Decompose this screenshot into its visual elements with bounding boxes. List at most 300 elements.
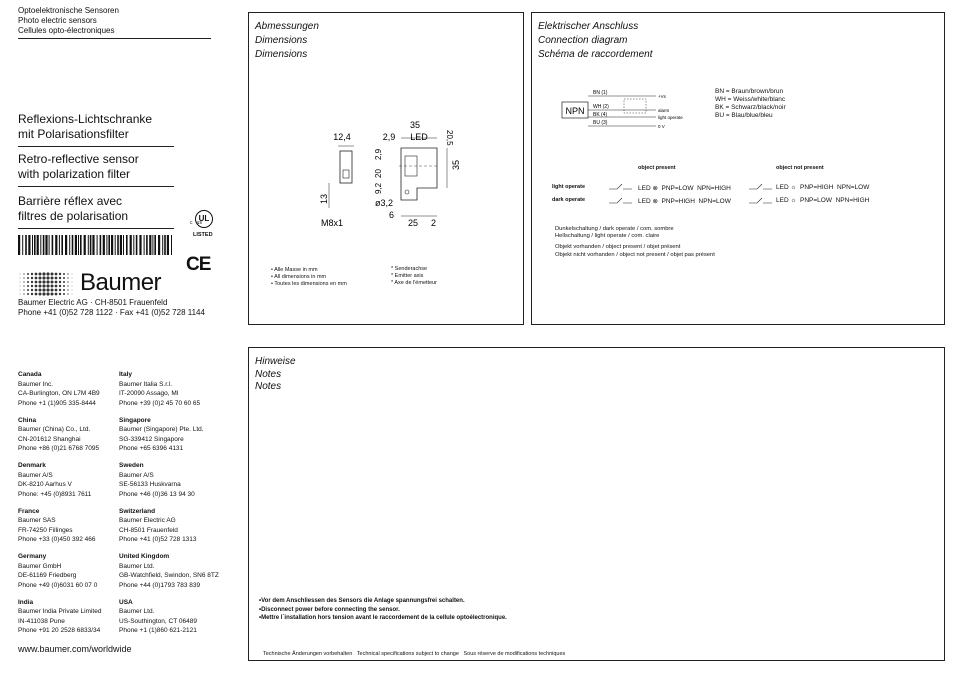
barcode-bar: [154, 235, 156, 255]
office-country: India: [18, 598, 34, 606]
connection-panel: [531, 12, 945, 325]
barcode-bar: [28, 235, 30, 255]
barcode-bar: [55, 235, 57, 255]
dim-label-d2: 2: [431, 218, 437, 228]
row-label-light-operate: light operate: [552, 184, 586, 190]
barcode-bar: [144, 235, 145, 255]
logo-dot: [23, 281, 24, 282]
logo-dot: [46, 280, 49, 283]
dimensions-panel: [248, 12, 524, 325]
logo-dot: [20, 294, 21, 295]
wire-function: 0 V: [658, 124, 665, 129]
dimensions-title-en: Dimensions: [255, 35, 308, 46]
logo-dot: [46, 284, 49, 287]
dimensions-title-de: Abmessungen: [255, 21, 319, 32]
barcode-bar: [136, 235, 138, 255]
logo-dot: [72, 286, 73, 287]
office-entry: [18, 507, 96, 545]
logo-dot: [59, 289, 61, 291]
barcode-bar: [69, 235, 70, 255]
logo-dot: [42, 292, 45, 295]
logo-dot: [38, 292, 41, 295]
logo-dot: [46, 288, 49, 291]
logo-dot: [42, 276, 45, 279]
logo-dot: [42, 280, 45, 283]
barcode-bar: [75, 235, 77, 255]
barcode-bar: [78, 235, 79, 255]
title-de: [18, 112, 152, 142]
color-legend: [715, 88, 786, 120]
operate-footnotes: [555, 226, 674, 240]
office-line: Phone +1 (1)905 335-8444: [18, 399, 96, 407]
logo-dot: [63, 293, 65, 295]
logo-dot: [72, 294, 73, 295]
wire-function: +Vs: [658, 94, 666, 99]
category-de: Optoelektronische Sensoren: [18, 6, 119, 15]
logo-dot: [35, 293, 38, 296]
logo-dot: [23, 285, 24, 286]
title-en-line1: Retro-reflective sensor: [18, 152, 139, 166]
dim-label-led: LED: [410, 132, 428, 142]
logo-dot: [38, 272, 41, 275]
logo-dot: [42, 288, 45, 291]
wire-label: BN (1): [593, 90, 608, 96]
wire-function: light operate: [658, 115, 683, 120]
emitter-axis-notes: [391, 266, 437, 287]
switch-symbol: [608, 181, 638, 209]
warning-line: •Vor dem Anschliessen des Sensors die Anlage spannungsfrei schalten.: [259, 598, 465, 604]
logo-dot: [50, 272, 53, 275]
ul-region: c us: [190, 220, 202, 226]
office-line: DE-61169 Friedberg: [18, 572, 77, 579]
office-line: CH-8501 Frauenfeld: [119, 526, 178, 534]
barcode-bar: [97, 235, 98, 255]
barcode-bar: [171, 235, 172, 255]
logo-dot: [31, 293, 33, 295]
barcode-bar: [108, 235, 110, 255]
dim-label-w3: 2,9: [382, 132, 396, 142]
dim-label-d35: 35: [451, 159, 461, 170]
logo-dot: [50, 280, 53, 283]
ul-listed-mark: [190, 210, 220, 244]
logo-dot: [35, 277, 38, 280]
barcode: [18, 235, 174, 255]
logo-dot: [20, 286, 21, 287]
office-line: Phone +33 (0)450 392 466: [18, 536, 96, 543]
row-label-dark-operate: dark operate: [552, 197, 586, 203]
logo-dot: [23, 293, 24, 294]
office-entry: [119, 552, 219, 590]
logo-dot: [72, 290, 73, 291]
warning-line: •Disconnect power before connecting the sensor.: [259, 606, 400, 613]
light-operate-not-present: LED ☼ PNP=HIGH NPN=LOW: [776, 184, 870, 191]
logo-dot: [35, 289, 38, 292]
dim-label-d13: 13: [319, 193, 329, 204]
dimensions-title: [255, 20, 319, 62]
barcode-bar: [32, 235, 33, 255]
logo-dot: [50, 292, 53, 295]
dim-label-d29: 2,9: [374, 148, 383, 160]
barcode-bar: [100, 235, 102, 255]
office-country: Italy: [119, 371, 133, 378]
logo-dot: [31, 281, 33, 283]
logo-dot: [23, 273, 24, 274]
logo-dot: [38, 276, 41, 279]
logo-dot: [63, 277, 65, 279]
barcode-bar: [92, 235, 94, 255]
barcode-bar: [49, 235, 50, 255]
col-object-present: object present: [638, 165, 676, 171]
legend-line: BK = Schwarz/black/noir: [715, 104, 786, 111]
note-line: • Alle Masse in mm: [271, 267, 318, 273]
office-line: Baumer Ltd.: [119, 608, 155, 615]
logo-dot: [23, 289, 24, 290]
office-country: USA: [119, 598, 133, 606]
logo-dot: [50, 288, 53, 291]
logo-dot: [46, 272, 49, 275]
dim-label-d92: 9,2: [374, 182, 383, 194]
office-country: Switzerland: [119, 507, 156, 515]
dim-label-d6: 6: [389, 210, 395, 220]
barcode-bar: [158, 235, 160, 255]
office-line: Baumer Inc.: [18, 380, 54, 388]
logo-dot: [67, 273, 68, 274]
company-address: Baumer Electric AG · CH-8501 Frauenfeld: [18, 298, 168, 307]
barcode-bar: [61, 235, 63, 255]
office-line: Baumer Ltd.: [119, 562, 155, 570]
office-line: Baumer India Private Limited: [18, 608, 102, 615]
warning-list: [259, 597, 507, 623]
connection-title: [538, 20, 653, 62]
barcode-bar: [72, 235, 74, 255]
logo-dot: [67, 281, 68, 282]
note-line: * Senderachse: [391, 266, 428, 272]
logo-dot: [35, 281, 38, 284]
office-entry: [119, 370, 200, 408]
logo-dot: [38, 288, 41, 291]
barcode-bar: [106, 235, 107, 255]
office-line: Baumer (China) Co., Ltd.: [18, 426, 91, 433]
office-line: Phone +86 (0)21 6768 7095: [18, 445, 100, 452]
title-en-line2: with polarization filter: [18, 167, 131, 181]
logo-dot: [63, 273, 65, 275]
logo-dot: [38, 284, 41, 287]
office-line: Phone: +45 (0)8931 7611: [18, 490, 92, 498]
sensor-cable-stub: [343, 170, 349, 178]
logo-dot: [72, 282, 73, 283]
brand-name: Baumer: [80, 269, 162, 296]
office-country: Denmark: [18, 462, 46, 469]
connection-title-fr: Schéma de raccordement: [538, 49, 653, 60]
divider: [18, 38, 211, 39]
office-country: China: [18, 416, 37, 424]
barcode-bar: [43, 235, 45, 255]
office-entry: [119, 416, 204, 454]
logo-dot: [23, 277, 24, 278]
office-line: IN-411038 Pune: [18, 617, 65, 625]
logo-dot: [50, 284, 53, 287]
col-object-not-present: object not present: [776, 165, 824, 171]
barcode-bar: [80, 235, 82, 255]
logo-dot: [27, 289, 29, 291]
footnote-line: Objekt vorhanden / object present / objet présent: [555, 244, 681, 250]
office-line: US-Southington, CT 06489: [119, 617, 197, 625]
dim-label-d20: 20: [374, 169, 383, 178]
office-line: Phone +91 20 2528 6833/34: [18, 627, 101, 634]
barcode-bar: [34, 235, 36, 255]
dim-label-d25: 25: [407, 218, 419, 228]
notes-panel: [248, 347, 945, 661]
office-line: Baumer GmbH: [18, 562, 62, 570]
object-footnotes: [555, 244, 715, 259]
barcode-bar: [146, 235, 148, 255]
dim-label-w1: 12,4: [333, 132, 351, 142]
title-fr: [18, 194, 128, 224]
logo-dot: [35, 273, 38, 276]
office-entry: [18, 416, 99, 454]
dimension-drawing: [309, 108, 479, 228]
office-line: CN-201612 Shanghai: [18, 435, 81, 443]
barcode-bar: [130, 235, 132, 255]
logo-dot: [55, 293, 58, 296]
office-line: CA-Burlington, ON L7M 4B9: [18, 390, 100, 397]
office-line: FR-74250 Fillinges: [18, 526, 73, 534]
barcode-bar: [65, 235, 67, 255]
office-line: GB-Watchfield, Swindon, SN6 8TZ: [119, 572, 219, 579]
office-line: Phone +41 (0)52 728 1313: [119, 536, 197, 543]
logo-dot: [55, 289, 58, 292]
barcode-bar: [22, 235, 23, 255]
barcode-bar: [40, 235, 41, 255]
note-line: • All dimensions in mm: [271, 274, 327, 280]
notes-title-en: Notes: [255, 368, 282, 380]
logo-dot: [59, 277, 61, 279]
notes-title-fr: Notes: [255, 381, 282, 392]
office-country: France: [18, 507, 40, 515]
dimensions-title-fr: Dimensions: [255, 49, 308, 60]
wire-label: WH (2): [593, 104, 609, 110]
office-entry: [18, 370, 100, 408]
logo-dot: [31, 277, 33, 279]
notes-footer: Technische Änderungen vorbehalten Technical specifications subject to change Sous réserve de modifications techniques: [263, 651, 566, 657]
warning-line: •Mettre l´installation hors tension avant le raccordement de la cellule optoélectronique.: [259, 615, 507, 621]
legend-line: BN = Braun/brown/brun: [715, 88, 784, 95]
office-entry: [18, 598, 101, 636]
barcode-bar: [52, 235, 54, 255]
office-line: Baumer A/S: [119, 471, 154, 479]
dark-operate-not-present: LED ☼ PNP=LOW NPN=HIGH: [776, 197, 870, 204]
logo-dot: [72, 274, 73, 275]
connection-title-de: Elektrischer Anschluss: [538, 21, 639, 32]
office-line: Phone +46 (0)36 13 94 30: [119, 490, 195, 498]
title-de-line1: Reflexions-Lichtschranke: [18, 112, 153, 126]
office-line: SG-339412 Singapore: [119, 435, 184, 443]
wire-label: BU (3): [593, 120, 608, 126]
barcode-bar: [120, 235, 122, 255]
dim-label-w2: 35: [409, 120, 421, 130]
office-country: Singapore: [119, 416, 151, 424]
logo-dot: [20, 278, 21, 279]
barcode-bar: [117, 235, 119, 255]
dimension-notes: [271, 267, 347, 288]
office-line: Baumer SAS: [18, 517, 56, 524]
npn-label: NPN: [565, 106, 585, 116]
office-entry: [18, 461, 91, 499]
office-entry: [18, 552, 97, 590]
logo-dot: [27, 285, 29, 287]
office-entry: [119, 598, 197, 636]
barcode-bar: [167, 235, 169, 255]
logo-dot: [59, 285, 61, 287]
logo-dot: [67, 285, 68, 286]
logo-dot: [63, 281, 65, 283]
logo-dot: [67, 293, 68, 294]
barcode-bar: [162, 235, 163, 255]
barcode-bar: [88, 235, 89, 255]
divider: [18, 228, 174, 229]
note-line: • Toutes les dimensions en mm: [271, 281, 347, 287]
note-line: * Emitter axis: [391, 273, 424, 279]
office-line: Phone +65 6396 4131: [119, 445, 184, 452]
barcode-bar: [90, 235, 92, 255]
barcode-bar: [59, 235, 60, 255]
wire-function: alarm: [658, 108, 670, 113]
office-entry: [119, 507, 197, 545]
office-line: Phone +44 (0)1793 783 839: [119, 581, 201, 589]
office-country: Sweden: [119, 462, 144, 469]
logo-dot: [27, 293, 29, 295]
logo-dot: [55, 281, 58, 284]
barcode-bar: [45, 235, 47, 255]
title-fr-line1: Barrière réflex avec: [18, 194, 123, 208]
office-line: Baumer (Singapore) Pte. Ltd.: [119, 426, 204, 433]
logo-dot: [42, 284, 45, 287]
barcode-bar: [164, 235, 166, 255]
office-line: Baumer Electric AG: [119, 517, 176, 524]
legend-line: WH = Weiss/white/blanc: [715, 96, 786, 103]
office-country: United Kingdom: [119, 553, 170, 560]
footnote-line: Objekt nicht vorhanden / object not present / objet pas présent: [555, 251, 715, 258]
logo-dot: [46, 276, 49, 279]
logo-dot: [20, 290, 21, 291]
barcode-bar: [139, 235, 141, 255]
legend-line: BU = Blau/blue/bleu: [715, 112, 773, 119]
logo-dot: [31, 285, 33, 287]
mounting-hole: [405, 190, 409, 194]
note-line: * Axe de l'émetteur: [391, 280, 438, 286]
logo-dots-icon: [18, 272, 74, 296]
office-line: DK-8210 Aarhus V: [18, 481, 72, 488]
category-en: Photo electric sensors: [18, 16, 97, 25]
barcode-bar: [18, 235, 20, 255]
barcode-bar: [123, 235, 124, 255]
category-fr: Cellules opto-électroniques: [18, 26, 115, 35]
wire-label: BK (4): [593, 112, 608, 118]
office-country: Germany: [18, 553, 47, 560]
barcode-bar: [111, 235, 113, 255]
logo-dot: [55, 273, 58, 276]
barcode-bar: [84, 235, 86, 255]
barcode-bar: [126, 235, 128, 255]
logo-dot: [59, 273, 61, 275]
office-country: Canada: [18, 371, 42, 378]
logo-dot: [46, 292, 49, 295]
notes-title-de: Hinweise: [255, 356, 296, 367]
logo-dot: [27, 281, 29, 283]
logo-dot: [67, 277, 68, 278]
office-list: [18, 370, 238, 640]
logo-dot: [42, 272, 45, 275]
ce-mark: CE: [186, 254, 211, 275]
connection-title-en: Connection diagram: [538, 35, 628, 46]
footnote-line: Dunkelschaltung / dark operate / com. sombre: [555, 226, 674, 232]
output-stage: [624, 99, 646, 113]
logo-dot: [72, 278, 73, 279]
dim-label-d205: 20,5: [445, 130, 454, 146]
title-fr-line2: filtres de polarisation: [18, 209, 129, 223]
office-line: Baumer A/S: [18, 471, 53, 479]
company-phone: Phone +41 (0)52 728 1122 · Fax +41 (0)52 728 1144: [18, 308, 205, 317]
wiring-diagram: [560, 88, 700, 134]
barcode-bar: [149, 235, 151, 255]
website-link[interactable]: www.baumer.com/worldwide: [18, 644, 132, 654]
ul-listed-label: LISTED: [193, 232, 213, 238]
notes-title: [255, 356, 296, 394]
logo-dot: [59, 293, 61, 295]
ul-circle-icon: UL: [195, 210, 213, 228]
logo-dot: [59, 281, 61, 283]
title-en: [18, 152, 139, 182]
logo-dot: [31, 289, 33, 291]
office-line: Phone +39 (0)2 45 70 60 65: [119, 399, 201, 407]
footnote-line: Hellschaltung / light operate / com. claire: [555, 233, 660, 239]
baumer-logo: [18, 269, 178, 296]
logo-dot: [63, 285, 65, 287]
logo-dot: [67, 289, 68, 290]
dim-label-d32: ø3,2: [375, 198, 394, 208]
dim-label-m8: M8x1: [321, 218, 344, 228]
barcode-bar: [103, 235, 105, 255]
switch-symbol: [748, 181, 778, 209]
office-line: IT-20090 Assago, MI: [119, 390, 179, 397]
divider: [18, 146, 174, 147]
barcode-bar: [37, 235, 39, 255]
office-line: Baumer Italia S.r.l.: [119, 380, 173, 388]
logo-dot: [50, 276, 53, 279]
barcode-bar: [133, 235, 134, 255]
logo-dot: [63, 289, 65, 291]
logo-dot: [55, 277, 58, 280]
logo-dot: [27, 277, 29, 279]
dark-operate-present: LED ⊗ PNP=HIGH NPN=LOW: [638, 198, 731, 205]
office-line: Phone +49 (0)6031 60 07 0: [18, 581, 98, 589]
logo-dot: [55, 285, 58, 288]
logo-dot: [20, 274, 21, 275]
barcode-bar: [115, 235, 116, 255]
office-line: Phone +1 (1)860 621-2121: [119, 627, 197, 634]
divider: [18, 186, 174, 187]
logo-dot: [38, 280, 41, 283]
category-list: [18, 6, 119, 36]
office-line: SE-56133 Huskvarna: [119, 481, 181, 488]
light-operate-present: LED ⊗ PNP=LOW NPN=HIGH: [638, 185, 731, 192]
office-entry: [119, 461, 195, 499]
logo-dot: [20, 282, 21, 283]
barcode-bar: [25, 235, 27, 255]
logo-dot: [31, 273, 33, 275]
title-de-line2: mit Polarisationsfilter: [18, 127, 129, 141]
logo-dot: [35, 285, 38, 288]
